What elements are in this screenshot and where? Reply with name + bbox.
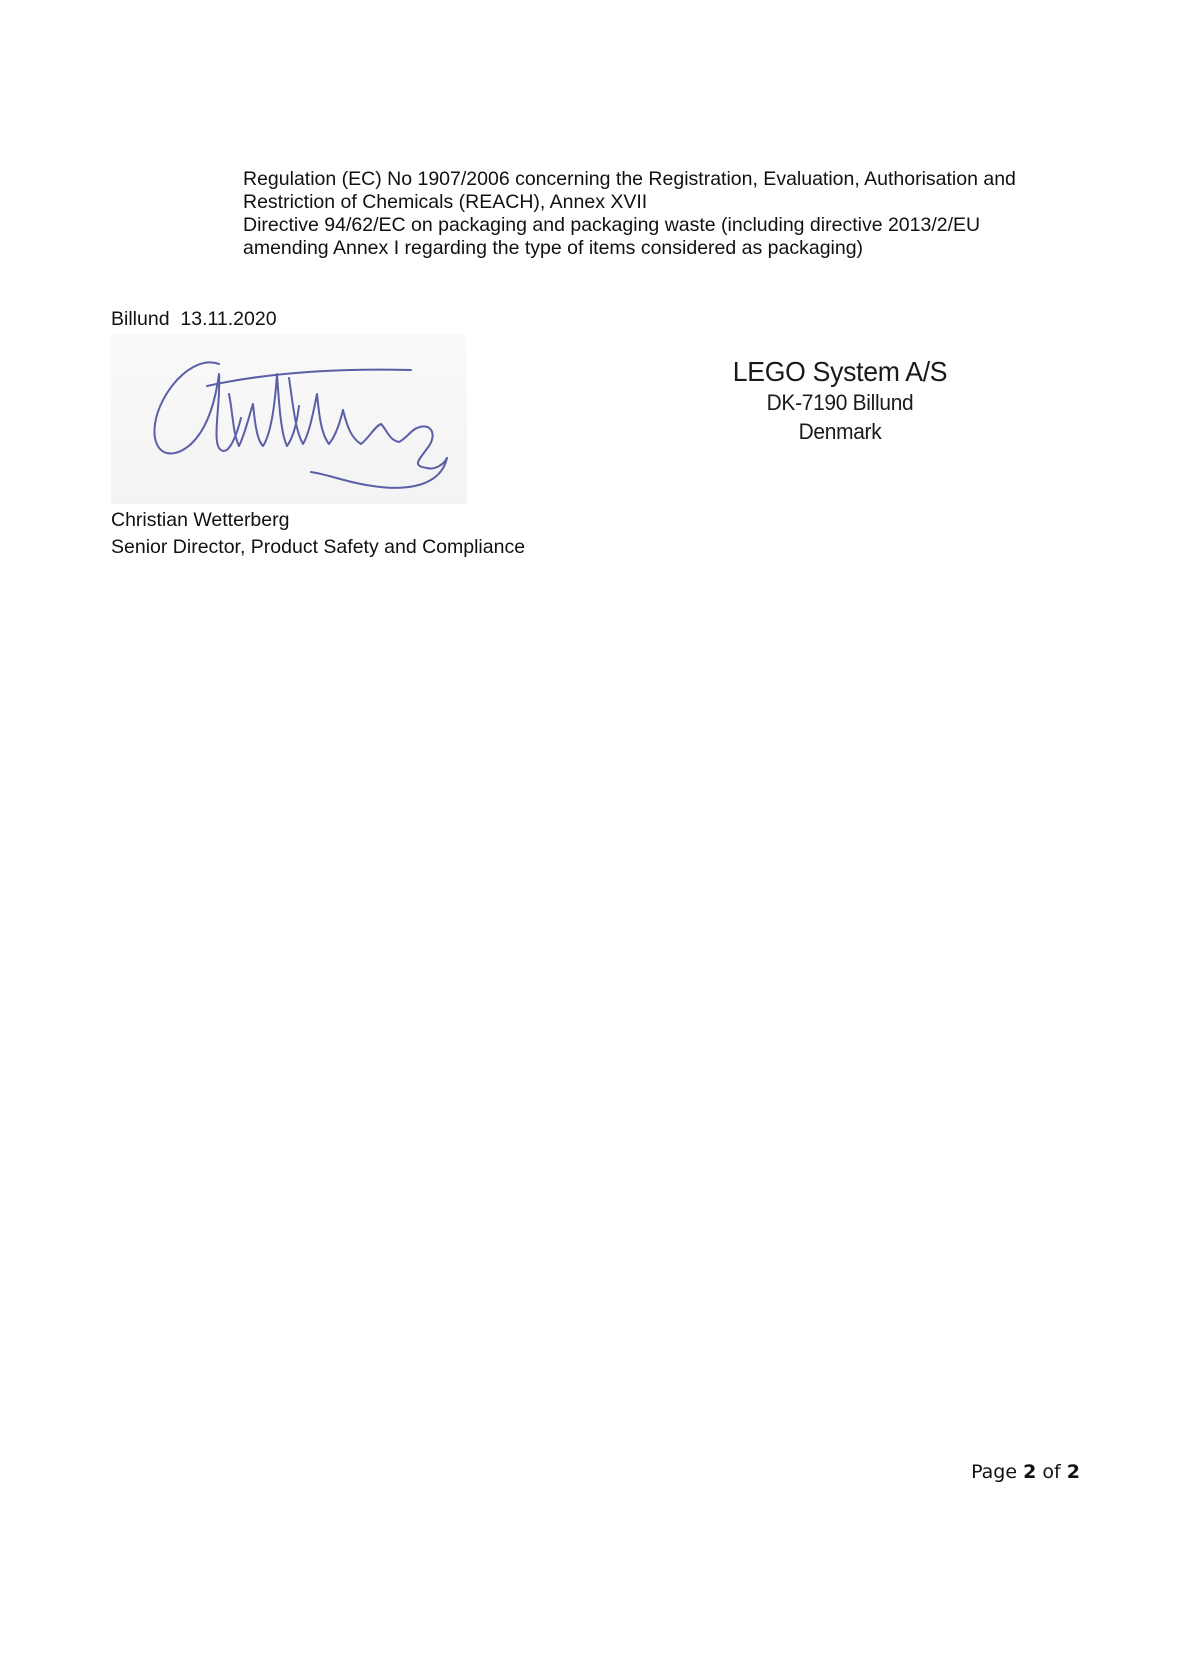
regulation-line: amending Annex I regarding the type of items considered as packaging) <box>243 237 864 259</box>
page-label: Page <box>971 1461 1018 1483</box>
place: Billund <box>111 308 170 330</box>
place-date <box>111 308 277 331</box>
date: 13.11.2020 <box>180 308 277 330</box>
regulation-line: Directive 94/62/EC on packaging and packaging waste (including directive 2013/2/EU <box>243 214 981 236</box>
company-address: DK-7190 Billund <box>766 390 914 415</box>
page-number <box>930 1460 1080 1484</box>
signatory-name: Christian Wetterberg <box>111 509 290 531</box>
page-separator: of <box>1042 1461 1061 1483</box>
company-name: LEGO System A/S <box>732 356 948 387</box>
signatory-block <box>111 507 525 561</box>
handwritten-signature <box>111 334 467 504</box>
signatory-title: Senior Director, Product Safety and Compliance <box>111 536 526 558</box>
regulation-line: Regulation (EC) No 1907/2006 concerning the Registration, Evaluation, Authorisation and <box>243 168 1016 190</box>
signature-image <box>111 334 467 504</box>
company-stamp <box>700 356 980 446</box>
company-country: Denmark <box>798 419 882 444</box>
page-current: 2 <box>1023 1461 1037 1483</box>
regulation-line: Restriction of Chemicals (REACH), Annex XVII <box>243 191 648 213</box>
regulations-list <box>243 168 1093 260</box>
page-total: 2 <box>1066 1461 1080 1483</box>
